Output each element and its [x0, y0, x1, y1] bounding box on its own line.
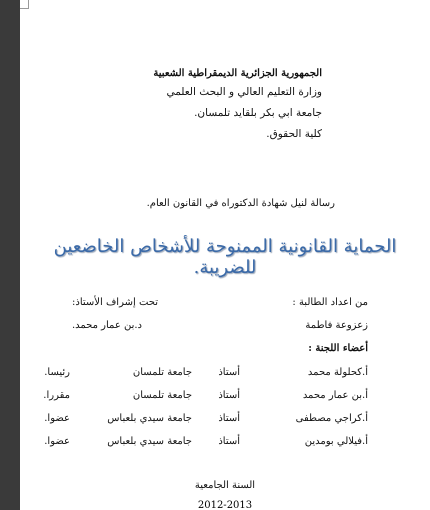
- member-rank: أستاذ: [218, 413, 240, 424]
- page-corner-mark: [20, 0, 29, 9]
- member-university: جامعة تلمسان: [132, 390, 192, 401]
- header-republic: الجمهورية الجزائرية الديمقراطية الشعبية: [153, 68, 322, 79]
- member-rank: أستاذ: [218, 367, 240, 378]
- header-faculty: كلية الحقوق.: [266, 128, 322, 140]
- header-ministry: وزارة التعليم العالي و البحث العلمي: [166, 86, 322, 98]
- member-name: أ.بن عمار محمد: [302, 390, 368, 401]
- thesis-line: رسالة لنيل شهادة الدكتوراه في القانون العام.: [146, 198, 335, 209]
- member-name: أ.كحلولة محمد: [307, 367, 368, 378]
- student-label: من اعداد الطالبة :: [292, 297, 368, 308]
- member-university: جامعة تلمسان: [132, 367, 192, 378]
- member-name: أ.كراجي مصطفى: [295, 413, 368, 424]
- document-page: [20, 0, 430, 510]
- header-university: جامعة ابي بكر بلقايد تلمسان.: [194, 107, 322, 119]
- member-role: عضوا.: [44, 413, 70, 424]
- academic-year-value: 2012-2013: [197, 500, 253, 510]
- member-university: جامعة سيدي بلعباس: [107, 413, 192, 424]
- academic-year-label: السنة الجامعية: [194, 480, 256, 491]
- supervisor-label: تحت إشراف الأستاذ:: [72, 297, 158, 308]
- member-role: عضوا.: [44, 436, 70, 447]
- member-name: أ.فيلالي بومدين: [304, 436, 368, 447]
- member-university: جامعة سيدي بلعباس: [107, 436, 192, 447]
- supervisor-name: د.بن عمار محمد.: [71, 320, 142, 331]
- thesis-title: الحماية القانونية الممنوحة للأشخاص الخاضعين للضريبة.: [53, 236, 397, 278]
- member-rank: أستاذ: [218, 390, 240, 401]
- member-role: مقررا.: [43, 390, 70, 401]
- student-name: زعزوعة فاطمة: [305, 320, 368, 331]
- member-rank: أستاذ: [218, 436, 240, 447]
- member-role: رئيسا.: [44, 367, 70, 378]
- committee-label: أعضاء اللجنة :: [308, 343, 368, 354]
